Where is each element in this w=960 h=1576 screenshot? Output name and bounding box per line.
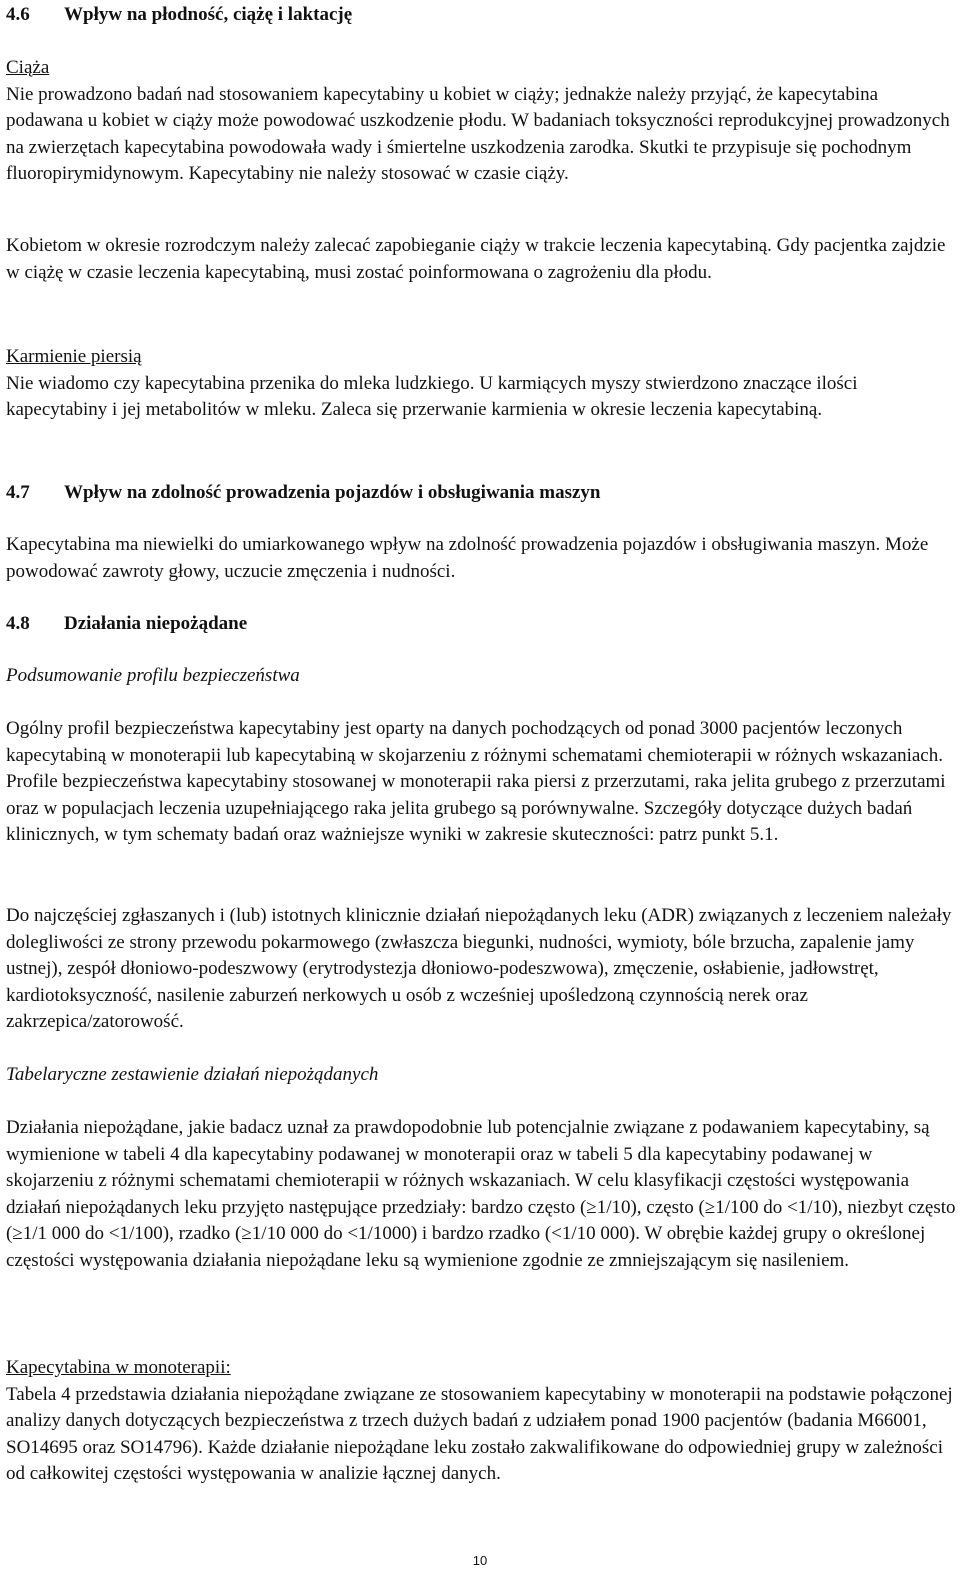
section-title: Wpływ na płodność, ciążę i laktację [64,4,353,25]
safety-summary-subheading [6,663,956,690]
subheading-table: Tabelaryczne zestawienie działań niepożądanych [6,1064,379,1085]
paragraph: Nie wiadomo czy kapecytabina przenika do mleka ludzkiego. U karmiących myszy stwierdzono znaczące ilości kapecytabiny i jej metabolitów w mleku. Zaleca się przerwanie karmienia w okresie leczenia kapecytabiną. [6,372,858,420]
paragraph: Tabela 4 przedstawia działania niepożądane związane ze stosowaniem kapecytabiny w monoterapii na podstawie połączonej analizy danych dotyczących bezpieczeństwa z trzech dużych badań z udziałem ponad 1900 pacjentów (badania M66001, SO14695 oraz SO14796). Każde działanie niepożądane leku zostało zakwalifikowane do odpowiedniej grupy w zależności od całkowitej częstości występowania w analizie łącznej danych. [6,1383,953,1484]
section-number: 4.6 [6,4,30,25]
page-number: 10 [472,1553,488,1568]
subheading-breastfeeding: Karmienie piersią [6,346,142,367]
breastfeeding-block [6,344,956,424]
section-4-6-heading [6,2,956,29]
contraception-paragraph [6,233,956,286]
frequency-paragraph [6,1115,956,1274]
monotherapy-block [6,1355,956,1488]
safety-profile-paragraph [6,716,956,849]
subheading-pregnancy: Ciąża [6,57,50,78]
driving-paragraph [6,532,956,585]
subheading-monotherapy: Kapecytabina w monoterapii: [6,1357,231,1378]
section-4-8-heading [6,611,956,638]
common-adr-paragraph [6,903,956,1036]
subheading-safety: Podsumowanie profilu bezpieczeństwa [6,665,300,686]
paragraph: Ogólny profil bezpieczeństwa kapecytabiny jest oparty na danych pochodzących od ponad 3000 pacjentów leczonych kapecytabiną w monoterapii lub kapecytabiną w skojarzeniu z różnymi schematami chemioterapii w różnych wskazaniach. Profile bezpieczeństwa kapecytabiny stosowanej w monoterapii raka piersi z przerzutami, raka jelita grubego z przerzutami oraz w populacjach leczenia uzupełniającego raka jelita grubego są porównywalne. Szczegóły dotyczące dużych badań klinicznych, w tym schematy badań oraz ważniejsze wyniki w zakresie skuteczności: patrz punkt 5.1. [6,718,946,845]
section-title: Wpływ na zdolność prowadzenia pojazdów i obsługiwania maszyn [64,482,601,503]
paragraph: Działania niepożądane, jakie badacz uznał za prawdopodobnie lub potencjalnie związane z podawaniem kapecytabiny, są wymienione w tabeli 4 dla kapecytabiny podawanej w monoterapii oraz w tabeli 5 dla kapecytabiny podawanej w skojarzeniu z różnymi schematami chemioterapii w różnych wskazaniach. W celu klasyfikacji częstości występowania działań niepożądanych leku przyjęto następujące przedziały: bardzo często (≥1/10), często (≥1/100 do <1/10), niezbyt często (≥1/1 000 do <1/100), rzadko (≥1/10 000 do <1/1000) i bardzo rzadko (<1/10 000). W obrębie każdej grupy o określonej częstości występowania działania niepożądane leku są wymienione zgodnie ze zmniejszającym się nasileniem. [6,1117,956,1271]
section-number: 4.8 [6,613,30,634]
section-title: Działania niepożądane [64,613,248,634]
table-summary-subheading [6,1062,956,1089]
section-4-7-heading [6,480,956,507]
paragraph: Kapecytabina ma niewielki do umiarkowanego wpływ na zdolność prowadzenia pojazdów i obsługiwania maszyn. Może powodować zawroty głowy, uczucie zmęczenia i nudności. [6,534,929,582]
paragraph: Do najczęściej zgłaszanych i (lub) istotnych klinicznie działań niepożądanych leku (ADR) związanych z leczeniem należały dolegliwości ze strony przewodu pokarmowego (zwłaszcza biegunki, nudności, wymioty, bóle brzucha, zapalenie jamy ustnej), zespół dłoniowo-podeszwowy (erytrodystezja dłoniowo-podeszwowa), zmęczenie, osłabienie, jadłowstręt, kardiotoksyczność, nasilenie zaburzeń nerkowych u osób z wcześniej upośledzoną czynnością nerek oraz zakrzepica/zatorowość. [6,905,952,1032]
pregnancy-block [6,55,956,188]
paragraph: Kobietom w okresie rozrodczym należy zalecać zapobieganie ciąży w trakcie leczenia kapecytabiną. Gdy pacjentka zajdzie w ciążę w czasie leczenia kapecytabiną, musi zostać poinformowana o zagrożeniu dla płodu. [6,235,946,283]
section-number: 4.7 [6,482,30,503]
paragraph: Nie prowadzono badań nad stosowaniem kapecytabiny u kobiet w ciąży; jednakże należy przyjąć, że kapecytabina podawana u kobiet w ciąży może powodować uszkodzenie płodu. W badaniach toksyczności reprodukcyjnej prowadzonych na zwierzętach kapecytabina powodowała wady i śmiertelne uszkodzenia zarodka. Skutki te przypisuje się pochodnym fluoropirymidynowym. Kapecytabiny nie należy stosować w czasie ciąży. [6,83,950,184]
